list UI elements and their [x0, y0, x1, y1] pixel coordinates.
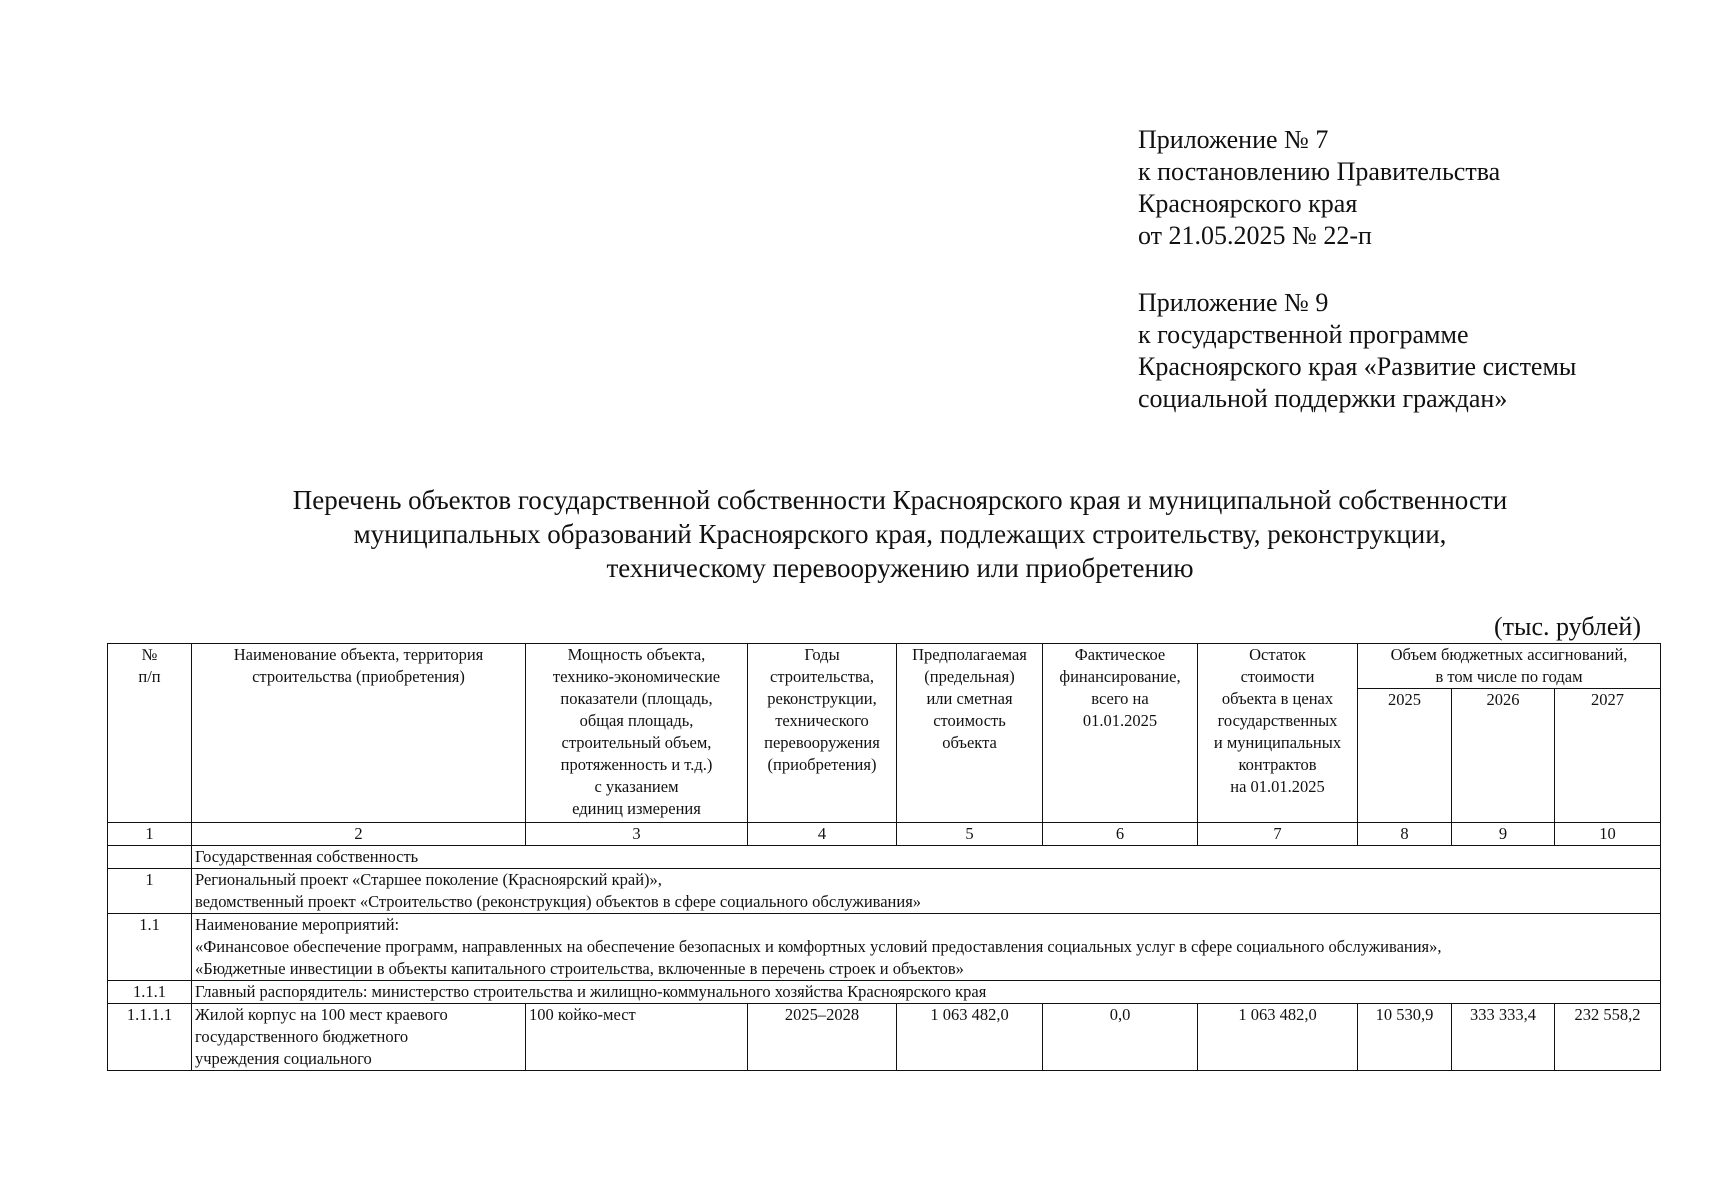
header-years: Годы строительства, реконструкции, технического перевооружения (приобретения)	[748, 644, 897, 823]
main-manager: Главный распорядитель: министерство строительства и жилищно-коммунального хозяйства Красноярского края	[192, 981, 1661, 1004]
table-row-1	[108, 869, 1661, 914]
row-number: 1.1.1	[108, 981, 192, 1004]
object-budget-2027: 232 558,2	[1555, 1004, 1661, 1071]
column-number: 5	[897, 823, 1043, 846]
object-years: 2025–2028	[748, 1004, 897, 1071]
object-budget-2026: 333 333,4	[1452, 1004, 1555, 1071]
header-actual-financing: Фактическое финансирование, всего на 01.01.2025	[1043, 644, 1198, 823]
header-capacity: Мощность объекта, технико-экономические показатели (площадь, общая площадь, строительный объем, протяженность и т.д.) с указанием единиц измерения	[526, 644, 748, 823]
object-remaining-cost: 1 063 482,0	[1198, 1004, 1358, 1071]
header-year-2027: 2027	[1555, 689, 1661, 823]
row-number: 1.1.1.1	[108, 1004, 192, 1071]
column-number: 10	[1555, 823, 1661, 846]
title-line-1: Перечень объектов государственной собственности Красноярского края и муниципальной собственности	[292, 485, 1508, 515]
appendix-9-line-4: социальной поддержки граждан»	[1138, 384, 1508, 413]
column-number: 7	[1198, 823, 1358, 846]
title-line-3: техническому перевооружению или приобретению	[606, 553, 1194, 583]
header-year-2026: 2026	[1452, 689, 1555, 823]
appendix-7-line-2: к постановлению Правительства	[1138, 157, 1501, 186]
section-state-row	[108, 846, 1661, 869]
object-estimated-cost: 1 063 482,0	[897, 1004, 1043, 1071]
header-name: Наименование объекта, территория строительства (приобретения)	[192, 644, 526, 823]
object-actual-financing: 0,0	[1043, 1004, 1198, 1071]
object-budget-2025: 10 530,9	[1358, 1004, 1452, 1071]
appendix-7-line-1: Приложение № 7	[1138, 125, 1329, 154]
header-estimated-cost: Предполагаемая (предельная) или сметная стоимость объекта	[897, 644, 1043, 823]
column-number: 1	[108, 823, 192, 846]
row-number: 1	[108, 869, 192, 914]
appendix-9-line-3: Красноярского края «Развитие системы	[1138, 352, 1577, 381]
header-row-1	[108, 644, 1661, 689]
column-number: 2	[192, 823, 526, 846]
column-number: 4	[748, 823, 897, 846]
appendix-7-line-4: от 21.05.2025 № 22-п	[1138, 221, 1372, 250]
column-number: 6	[1043, 823, 1198, 846]
column-number: 3	[526, 823, 748, 846]
appendix-7-line-3: Красноярского края	[1138, 189, 1358, 218]
activities-names: Наименование мероприятий: «Финансовое обеспечение программ, направленных на обеспечение безопасных и комфортных условий предоставления социальных услуг в сфере социального обслуживания», «Бюджетные инвестиции в объекты капитального строительства, включенные в перечень строек и объектов»	[192, 914, 1661, 981]
section-state-label: Государственная собственность	[192, 846, 1661, 869]
object-name: Жилой корпус на 100 мест краевого государственного бюджетного учреждения социального	[192, 1004, 526, 1071]
table-row-1-1-1-1	[108, 1004, 1661, 1071]
column-numbers-row	[108, 823, 1661, 846]
header-remaining-cost: Остаток стоимости объекта в ценах государственных и муниципальных контрактов на 01.01.2025	[1198, 644, 1358, 823]
title-line-2: муниципальных образований Красноярского края, подлежащих строительству, реконструкции,	[353, 519, 1447, 549]
header-num: № п/п	[108, 644, 192, 823]
row-number: 1.1	[108, 914, 192, 981]
column-number: 8	[1358, 823, 1452, 846]
appendix-9-line-2: к государственной программе	[1138, 320, 1469, 349]
project-names: Региональный проект «Старшее поколение (Красноярский край)», ведомственный проект «Строительство (реконструкция) объектов в сфере социального обслуживания»	[192, 869, 1661, 914]
column-number: 9	[1452, 823, 1555, 846]
document-title	[150, 483, 1650, 585]
units-label: (тыс. рублей)	[1493, 612, 1641, 641]
appendix-9-block	[1138, 287, 1698, 415]
header-year-2025: 2025	[1358, 689, 1452, 823]
table-row-1-1-1	[108, 981, 1661, 1004]
header-budget-group: Объем бюджетных ассигнований, в том числе по годам	[1358, 644, 1661, 689]
appendix-9-line-1: Приложение № 9	[1138, 288, 1329, 317]
appendix-7-block	[1138, 124, 1698, 252]
table-row-1-1	[108, 914, 1661, 981]
objects-table	[107, 643, 1661, 1071]
object-capacity: 100 койко-мест	[526, 1004, 748, 1071]
